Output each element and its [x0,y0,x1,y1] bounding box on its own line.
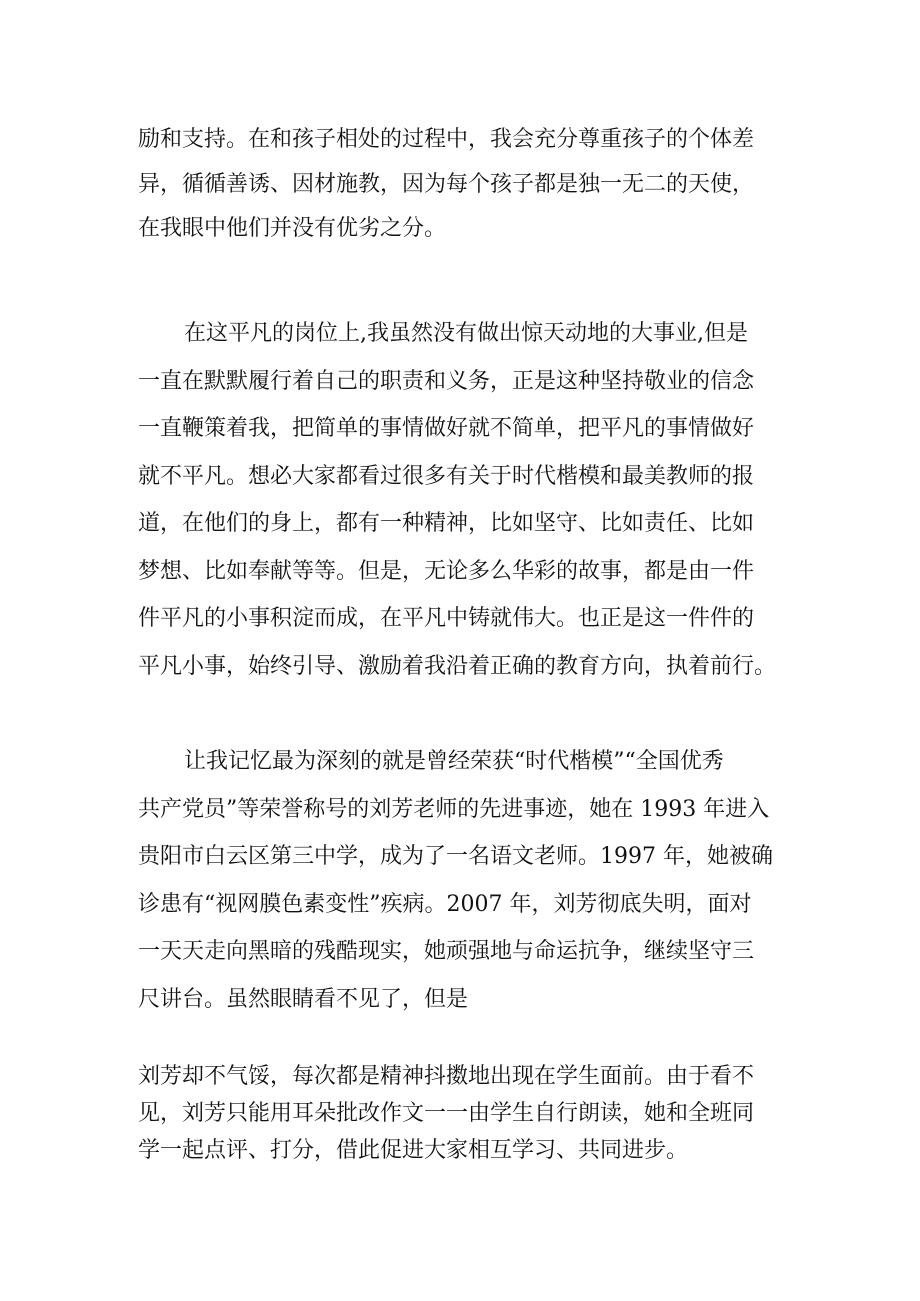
text-line: 一直鞭策着我，把简单的事情做好就不简单，把平凡的事情做好 [138,416,755,441]
text-line: 励和支持。在和孩子相处的过程中，我会充分尊重孩子的个体差 [138,127,755,152]
text-line: 一直在默默履行着自己的职责和义务，正是这种坚持敬业的信念 [138,368,755,394]
text-line: 刘芳却不气馁，每次都是精神抖擞地出现在学生面前。由于看不 [138,1064,755,1089]
text-line: 梦想、比如奉献等等。但是，无论多么华彩的故事，都是由一件 [138,558,755,584]
paragraph-encouragement [138,118,798,252]
text-line: 异，循循善诱、因材施教，因为每个孩子都是独一无二的天使， [138,171,755,197]
text-line: 道，在他们的身上，都有一种精神，比如坚守、比如责任、比如 [138,511,755,536]
text-line: 学一起点评、打分，借此促进大家相互学习、共同进步。 [138,1138,689,1163]
paragraph-liu-fang-continued [138,1058,798,1169]
text-line: 就不平凡。想必大家都看过很多有关于时代楷模和最美教师的报 [138,463,755,489]
text-line: 平凡小事，始终引导、激励着我沿着正确的教育方向，执着前行。 [138,653,777,679]
text-line: 件平凡的小事积淀而成，在平凡中铸就伟大。也正是这一件件的 [138,606,755,631]
text-line: 让我记忆最为深刻的就是曾经荣获“时代楷模”“全国优秀 [184,749,724,774]
text-line: 见，刘芳只能用耳朵批改作文一一由学生自行朗读，她和全班同 [138,1101,755,1126]
text-line: 贵阳市白云区第三中学，成为了一名语文老师。1997 年，她被确 [138,844,773,869]
text-line: 在我眼中他们并没有优劣之分。 [138,216,447,241]
paragraph-ordinary-post [138,310,798,690]
text-line: 尺讲台。虽然眼睛看不见了，但是 [138,986,469,1012]
paragraph-liu-fang-story [138,738,798,1023]
text-line: 在这平凡的岗位上,我虽然没有做出惊天动地的大事业,但是 [184,321,748,346]
text-line: 共产党员”等荣誉称号的刘芳老师的先进事迹，她在 1993 年进入 [138,796,770,822]
text-line: 一天天走向黑暗的残酷现实，她顽强地与命运抗争，继续坚守三 [138,939,755,964]
text-line: 诊患有“视网膜色素变性”疾病。2007 年，刘芳彻底失明，面对 [138,891,752,917]
